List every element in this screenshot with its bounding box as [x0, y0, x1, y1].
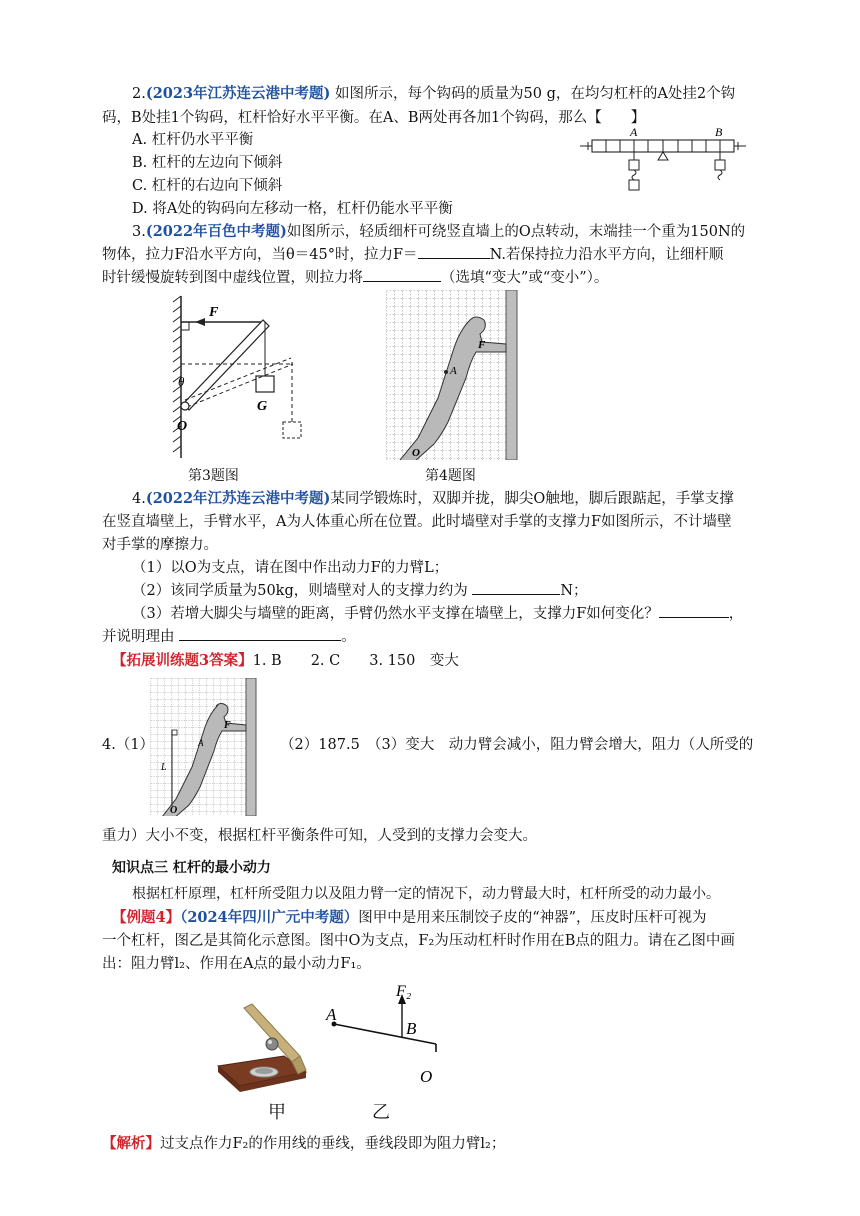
answers-q4-line-2: 重力）大小不变，根据杠杆平衡条件可知，人受到的支撑力会变大。 — [102, 828, 537, 844]
q3-caption: 第3题图 — [188, 468, 239, 484]
q3-number: 3. — [132, 224, 146, 240]
q2-option-d: D. 将A处的钩码向左移动一格，杠杆仍能水平平衡 — [132, 201, 453, 217]
dumpling-press-photo — [212, 1000, 312, 1096]
example4-line-1 — [112, 907, 772, 929]
q4-sub-3-line-2 — [102, 626, 762, 648]
answer-label-l: L — [161, 762, 167, 773]
q3-line-1 — [102, 221, 762, 243]
q4-person-figure — [386, 290, 518, 460]
q4-sub-2 — [132, 580, 792, 602]
caption-yi: 乙 — [372, 1102, 390, 1123]
q4-sub-3 — [132, 603, 792, 625]
q2-lever-figure — [578, 124, 748, 196]
q2-source: (2023年江苏连云港中考题) — [145, 85, 331, 102]
lever-label-b: B — [406, 1019, 417, 1038]
example4-line-2: 一个杠杆，图乙是其简化示意图。图中O为支点，F₂为压动杠杆时作用在B点的阻力。请在乙图中画 — [102, 933, 735, 949]
q4-sub-1: （1）以O为支点，请在图中作出动力F的力臂L； — [132, 560, 449, 576]
q4-answer-blank-3[interactable] — [179, 626, 341, 641]
q3-rod-figure — [165, 292, 315, 460]
example4-label: 【例题4】 — [112, 909, 181, 926]
q2-number: 2. — [132, 86, 146, 102]
simplified-lever-figure — [322, 982, 452, 1094]
q2-line-1 — [102, 83, 762, 105]
q2-option-b: B. 杠杆的左边向下倾斜 — [132, 155, 283, 171]
example4-source: （2024年四川广元中考题） — [180, 909, 359, 926]
q4-answer-blank-1[interactable] — [472, 580, 560, 595]
q4-label-f: F — [478, 339, 486, 351]
q3-line-2 — [102, 244, 762, 266]
q2-text: 如图所示，每个钩码的质量为50 g，在均匀杠杆的A处挂2个钩 — [330, 86, 736, 102]
q4-sub-2-text: （2）该同学质量为50kg，则墙壁对人的支撑力约为 — [132, 583, 468, 599]
answers-line — [112, 650, 772, 672]
q4-line-2: 在竖直墙壁上，手臂水平，A为人体重心所在位置。此时墙壁对手掌的支撑力F如图所示，不计墙壁 — [102, 514, 732, 530]
answers-label: 【拓展训练题3答案】 — [112, 652, 253, 669]
q2-line-2: 码，B处挂1个钩码，杠杆恰好水平平衡。在A、B两处再各加1个钩码，那么【 】 — [102, 110, 646, 126]
q3-text-3b: （选填“变大”或“变小”）。 — [441, 270, 609, 286]
analysis-line — [102, 1133, 762, 1155]
q3-source: (2022年百色中考题) — [145, 223, 287, 240]
q3-answer-blank-1[interactable] — [418, 244, 490, 259]
q3-label-o: O — [177, 419, 188, 434]
section-principle: 根据杠杆原理，杠杆所受阻力以及阻力臂一定的情况下，动力臂最大时，杠杆所受的动力最小。 — [132, 886, 720, 902]
q4-sub-3-reason-label: 并说明理由 — [102, 629, 175, 645]
q4-line-1 — [102, 488, 762, 510]
q2-label-b: B — [715, 125, 723, 139]
lever-label-a: A — [326, 1005, 337, 1024]
q4-label-o: O — [412, 447, 420, 459]
q2-label-a: A — [630, 125, 638, 139]
q3-label-f: F — [209, 305, 219, 320]
lever-label-o: O — [420, 1067, 433, 1086]
q4-number: 4. — [132, 491, 146, 507]
q4-answer-blank-2[interactable] — [659, 603, 729, 618]
answers-text: 1. B 2. C 3. 150 变大 — [252, 653, 459, 669]
q4-sub-3-reason-tail: 。 — [341, 629, 356, 645]
q3-text-2b: N.若保持拉力沿水平方向，让细杆顺 — [489, 247, 724, 263]
lever-label-f2: F₂ — [396, 983, 412, 1000]
q3-text-3: 时针缓慢旋转到图中虚线位置，则拉力将 — [102, 270, 363, 286]
q4-sub-3-tail: ， — [728, 606, 744, 622]
q4-source: (2022年江苏连云港中考题) — [145, 490, 331, 507]
answer-label-a: A — [198, 738, 204, 748]
q3-label-theta: θ — [178, 374, 185, 389]
answers-q4-text: （2）187.5 （3）变大 动力臂会减小，阻力臂会增大，阻力（人所受的 — [280, 737, 754, 753]
caption-jia: 甲 — [268, 1102, 286, 1123]
answers-q4-prefix: 4.（1） — [102, 737, 155, 753]
q3-label-g: G — [257, 399, 268, 414]
q3-line-3 — [102, 267, 762, 289]
analysis-text: 过支点作力F₂的作用线的垂线，垂线段即为阻力臂l₂； — [160, 1136, 506, 1152]
answers-q4-line-1 — [102, 734, 762, 756]
q2-option-a: A. 杠杆仍水平平衡 — [132, 132, 254, 148]
q4-line-3: 对手掌的摩擦力。 — [102, 537, 218, 553]
q2-option-c: C. 杠杆的右边向下倾斜 — [132, 178, 283, 194]
q3-text-2: 物体，拉力F沿水平方向，当θ＝45°时，拉力F＝ — [102, 247, 418, 263]
q3-answer-blank-2[interactable] — [363, 267, 441, 282]
answer-label-o: O — [170, 805, 178, 816]
q4-text: 某同学锻炼时，双脚并拢，脚尖O触地，脚后跟踮起，手掌支撑 — [330, 491, 734, 507]
section-title: 知识点三 杠杆的最小动力 — [112, 860, 271, 876]
analysis-label: 【解析】 — [102, 1135, 160, 1152]
answer-label-f: F — [224, 720, 231, 731]
q4-sub-3-text: （3）若增大脚尖与墙壁的距离，手臂仍然水平支撑在墙壁上，支撑力F如何变化？ — [132, 606, 659, 622]
q4-label-a: A — [450, 365, 457, 377]
q3-text: 如图所示，轻质细杆可绕竖直墙上的O点转动，末端挂一个重为150N的 — [286, 224, 746, 240]
q4-caption: 第4题图 — [425, 468, 476, 484]
q4-sub-2-tail: N； — [560, 583, 588, 599]
example4-text: 图甲中是用来压制饺子皮的“神器”，压皮时压杆可视为 — [358, 910, 707, 926]
example4-line-3: 出：阻力臂l₂、作用在A点的最小动力F₁。 — [102, 956, 371, 972]
